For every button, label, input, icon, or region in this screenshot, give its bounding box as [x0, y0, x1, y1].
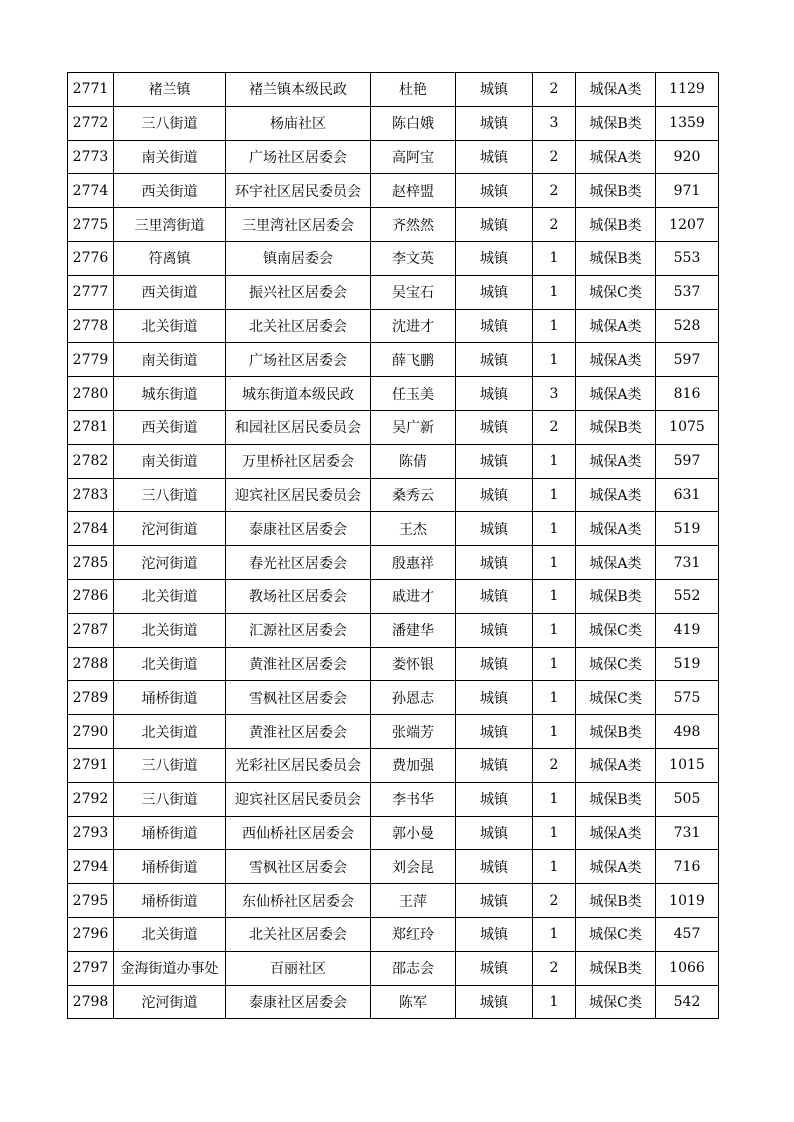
insurance-category-cell: 城保A类 [576, 309, 656, 343]
record-id-cell: 2776 [68, 241, 114, 275]
amount-cell: 971 [656, 174, 719, 208]
community-cell: 三里湾社区居委会 [226, 208, 371, 242]
area-type-cell: 城镇 [456, 478, 533, 512]
household-size-cell: 1 [533, 478, 576, 512]
amount-cell: 457 [656, 917, 719, 951]
street-town-cell: 北关街道 [114, 647, 226, 681]
area-type-cell: 城镇 [456, 410, 533, 444]
record-id-cell: 2793 [68, 816, 114, 850]
community-cell: 万里桥社区居委会 [226, 444, 371, 478]
area-type-cell: 城镇 [456, 512, 533, 546]
table-row [68, 241, 719, 275]
table-row [68, 715, 719, 749]
area-type-cell: 城镇 [456, 917, 533, 951]
household-size-cell: 2 [533, 884, 576, 918]
community-cell: 汇源社区居委会 [226, 613, 371, 647]
amount-cell: 1207 [656, 208, 719, 242]
household-size-cell: 2 [533, 951, 576, 985]
household-size-cell: 1 [533, 241, 576, 275]
area-type-cell: 城镇 [456, 174, 533, 208]
area-type-cell: 城镇 [456, 343, 533, 377]
community-cell: 北关社区居委会 [226, 309, 371, 343]
area-type-cell: 城镇 [456, 850, 533, 884]
community-cell: 雪枫社区居委会 [226, 850, 371, 884]
resident-name-cell: 桑秀云 [371, 478, 456, 512]
insurance-category-cell: 城保C类 [576, 275, 656, 309]
area-type-cell: 城镇 [456, 816, 533, 850]
community-cell: 泰康社区居委会 [226, 985, 371, 1019]
community-cell: 教场社区居委会 [226, 579, 371, 613]
insurance-category-cell: 城保A类 [576, 816, 656, 850]
amount-cell: 597 [656, 343, 719, 377]
street-town-cell: 沱河街道 [114, 546, 226, 580]
area-type-cell: 城镇 [456, 951, 533, 985]
record-id-cell: 2792 [68, 782, 114, 816]
amount-cell: 553 [656, 241, 719, 275]
table-row [68, 478, 719, 512]
area-type-cell: 城镇 [456, 579, 533, 613]
table-row [68, 174, 719, 208]
record-id-cell: 2796 [68, 917, 114, 951]
amount-cell: 505 [656, 782, 719, 816]
amount-cell: 1129 [656, 73, 719, 107]
community-cell: 杨庙社区 [226, 106, 371, 140]
table-row [68, 748, 719, 782]
insurance-category-cell: 城保B类 [576, 884, 656, 918]
amount-cell: 519 [656, 647, 719, 681]
resident-name-cell: 赵梓盟 [371, 174, 456, 208]
record-id-cell: 2790 [68, 715, 114, 749]
household-size-cell: 2 [533, 73, 576, 107]
household-size-cell: 1 [533, 512, 576, 546]
household-size-cell: 1 [533, 850, 576, 884]
community-cell: 光彩社区居民委员会 [226, 748, 371, 782]
street-town-cell: 三八街道 [114, 748, 226, 782]
resident-name-cell: 齐然然 [371, 208, 456, 242]
street-town-cell: 沱河街道 [114, 985, 226, 1019]
insurance-category-cell: 城保B类 [576, 579, 656, 613]
street-town-cell: 北关街道 [114, 715, 226, 749]
amount-cell: 1015 [656, 748, 719, 782]
area-type-cell: 城镇 [456, 208, 533, 242]
street-town-cell: 三八街道 [114, 478, 226, 512]
street-town-cell: 三八街道 [114, 106, 226, 140]
record-id-cell: 2797 [68, 951, 114, 985]
amount-cell: 528 [656, 309, 719, 343]
table-body [68, 73, 719, 1019]
resident-name-cell: 费加强 [371, 748, 456, 782]
table-row [68, 951, 719, 985]
insurance-category-cell: 城保A类 [576, 546, 656, 580]
household-size-cell: 1 [533, 275, 576, 309]
insurance-category-cell: 城保C类 [576, 985, 656, 1019]
household-size-cell: 2 [533, 174, 576, 208]
household-size-cell: 1 [533, 681, 576, 715]
community-cell: 广场社区居委会 [226, 140, 371, 174]
area-type-cell: 城镇 [456, 73, 533, 107]
community-cell: 黄淮社区居委会 [226, 715, 371, 749]
table-row [68, 275, 719, 309]
amount-cell: 542 [656, 985, 719, 1019]
record-id-cell: 2773 [68, 140, 114, 174]
street-town-cell: 三八街道 [114, 782, 226, 816]
community-cell: 镇南居委会 [226, 241, 371, 275]
insurance-category-cell: 城保A类 [576, 73, 656, 107]
community-cell: 广场社区居委会 [226, 343, 371, 377]
household-size-cell: 1 [533, 309, 576, 343]
amount-cell: 716 [656, 850, 719, 884]
insurance-category-cell: 城保B类 [576, 106, 656, 140]
area-type-cell: 城镇 [456, 647, 533, 681]
household-size-cell: 1 [533, 782, 576, 816]
record-id-cell: 2788 [68, 647, 114, 681]
record-id-cell: 2780 [68, 377, 114, 411]
street-town-cell: 北关街道 [114, 579, 226, 613]
amount-cell: 1066 [656, 951, 719, 985]
community-cell: 东仙桥社区居委会 [226, 884, 371, 918]
insurance-category-cell: 城保C类 [576, 647, 656, 681]
street-town-cell: 西关街道 [114, 174, 226, 208]
resident-name-cell: 陈倩 [371, 444, 456, 478]
amount-cell: 631 [656, 478, 719, 512]
resident-name-cell: 孙恩志 [371, 681, 456, 715]
area-type-cell: 城镇 [456, 613, 533, 647]
household-size-cell: 1 [533, 546, 576, 580]
table-row [68, 681, 719, 715]
area-type-cell: 城镇 [456, 140, 533, 174]
table-row [68, 917, 719, 951]
resident-name-cell: 高阿宝 [371, 140, 456, 174]
community-cell: 百丽社区 [226, 951, 371, 985]
amount-cell: 498 [656, 715, 719, 749]
resident-name-cell: 陈军 [371, 985, 456, 1019]
record-id-cell: 2771 [68, 73, 114, 107]
street-town-cell: 埇桥街道 [114, 681, 226, 715]
table-row [68, 309, 719, 343]
street-town-cell: 西关街道 [114, 410, 226, 444]
table-row [68, 613, 719, 647]
household-size-cell: 2 [533, 410, 576, 444]
record-id-cell: 2774 [68, 174, 114, 208]
area-type-cell: 城镇 [456, 106, 533, 140]
resident-name-cell: 刘会昆 [371, 850, 456, 884]
household-size-cell: 1 [533, 444, 576, 478]
record-id-cell: 2778 [68, 309, 114, 343]
amount-cell: 920 [656, 140, 719, 174]
record-id-cell: 2779 [68, 343, 114, 377]
record-id-cell: 2791 [68, 748, 114, 782]
community-cell: 城东街道本级民政 [226, 377, 371, 411]
area-type-cell: 城镇 [456, 444, 533, 478]
record-id-cell: 2784 [68, 512, 114, 546]
resident-name-cell: 郭小曼 [371, 816, 456, 850]
insurance-category-cell: 城保A类 [576, 343, 656, 377]
insurance-category-cell: 城保A类 [576, 140, 656, 174]
amount-cell: 537 [656, 275, 719, 309]
insurance-category-cell: 城保A类 [576, 377, 656, 411]
community-cell: 泰康社区居委会 [226, 512, 371, 546]
record-id-cell: 2777 [68, 275, 114, 309]
area-type-cell: 城镇 [456, 377, 533, 411]
insurance-category-cell: 城保C类 [576, 681, 656, 715]
street-town-cell: 北关街道 [114, 613, 226, 647]
area-type-cell: 城镇 [456, 275, 533, 309]
amount-cell: 597 [656, 444, 719, 478]
record-id-cell: 2789 [68, 681, 114, 715]
household-size-cell: 1 [533, 343, 576, 377]
resident-name-cell: 戚进才 [371, 579, 456, 613]
amount-cell: 1019 [656, 884, 719, 918]
record-id-cell: 2775 [68, 208, 114, 242]
community-cell: 北关社区居委会 [226, 917, 371, 951]
resident-name-cell: 邵志会 [371, 951, 456, 985]
table-row [68, 850, 719, 884]
street-town-cell: 埇桥街道 [114, 850, 226, 884]
insurance-category-cell: 城保A类 [576, 748, 656, 782]
street-town-cell: 城东街道 [114, 377, 226, 411]
amount-cell: 731 [656, 816, 719, 850]
area-type-cell: 城镇 [456, 681, 533, 715]
street-town-cell: 北关街道 [114, 309, 226, 343]
insurance-category-cell: 城保B类 [576, 208, 656, 242]
amount-cell: 575 [656, 681, 719, 715]
community-cell: 雪枫社区居委会 [226, 681, 371, 715]
area-type-cell: 城镇 [456, 884, 533, 918]
community-cell: 黄淮社区居委会 [226, 647, 371, 681]
amount-cell: 816 [656, 377, 719, 411]
area-type-cell: 城镇 [456, 241, 533, 275]
household-size-cell: 1 [533, 715, 576, 749]
resident-name-cell: 吴广新 [371, 410, 456, 444]
area-type-cell: 城镇 [456, 985, 533, 1019]
household-size-cell: 1 [533, 917, 576, 951]
amount-cell: 1359 [656, 106, 719, 140]
resident-name-cell: 杜艳 [371, 73, 456, 107]
table-row [68, 343, 719, 377]
table-row [68, 444, 719, 478]
amount-cell: 1075 [656, 410, 719, 444]
resident-name-cell: 郑红玲 [371, 917, 456, 951]
community-cell: 西仙桥社区居委会 [226, 816, 371, 850]
resident-name-cell: 陈白娥 [371, 106, 456, 140]
insurance-category-cell: 城保B类 [576, 174, 656, 208]
insurance-category-cell: 城保C类 [576, 917, 656, 951]
community-cell: 和园社区居民委员会 [226, 410, 371, 444]
table-row [68, 782, 719, 816]
table-row [68, 377, 719, 411]
table-row [68, 816, 719, 850]
household-size-cell: 1 [533, 647, 576, 681]
insurance-category-cell: 城保B类 [576, 951, 656, 985]
insurance-category-cell: 城保C类 [576, 613, 656, 647]
resident-name-cell: 张端芳 [371, 715, 456, 749]
amount-cell: 419 [656, 613, 719, 647]
household-size-cell: 2 [533, 748, 576, 782]
table-row [68, 884, 719, 918]
resident-name-cell: 任玉美 [371, 377, 456, 411]
insurance-category-cell: 城保A类 [576, 512, 656, 546]
street-town-cell: 褚兰镇 [114, 73, 226, 107]
table-row [68, 410, 719, 444]
insurance-category-cell: 城保B类 [576, 241, 656, 275]
street-town-cell: 北关街道 [114, 917, 226, 951]
insurance-category-cell: 城保B类 [576, 715, 656, 749]
area-type-cell: 城镇 [456, 715, 533, 749]
record-id-cell: 2781 [68, 410, 114, 444]
street-town-cell: 沱河街道 [114, 512, 226, 546]
table-row [68, 647, 719, 681]
street-town-cell: 金海街道办事处 [114, 951, 226, 985]
street-town-cell: 南关街道 [114, 343, 226, 377]
amount-cell: 731 [656, 546, 719, 580]
household-size-cell: 1 [533, 579, 576, 613]
household-size-cell: 2 [533, 208, 576, 242]
record-id-cell: 2787 [68, 613, 114, 647]
street-town-cell: 埇桥街道 [114, 816, 226, 850]
street-town-cell: 埇桥街道 [114, 884, 226, 918]
resident-name-cell: 沈进才 [371, 309, 456, 343]
resident-name-cell: 王萍 [371, 884, 456, 918]
area-type-cell: 城镇 [456, 748, 533, 782]
amount-cell: 552 [656, 579, 719, 613]
household-size-cell: 1 [533, 613, 576, 647]
resident-name-cell: 薛飞鹏 [371, 343, 456, 377]
community-cell: 褚兰镇本级民政 [226, 73, 371, 107]
records-table [67, 72, 719, 1019]
table-row [68, 73, 719, 107]
street-town-cell: 南关街道 [114, 444, 226, 478]
area-type-cell: 城镇 [456, 309, 533, 343]
record-id-cell: 2783 [68, 478, 114, 512]
record-id-cell: 2785 [68, 546, 114, 580]
record-id-cell: 2795 [68, 884, 114, 918]
record-id-cell: 2772 [68, 106, 114, 140]
table-row [68, 512, 719, 546]
community-cell: 迎宾社区居民委员会 [226, 782, 371, 816]
record-id-cell: 2794 [68, 850, 114, 884]
street-town-cell: 西关街道 [114, 275, 226, 309]
insurance-category-cell: 城保A类 [576, 444, 656, 478]
street-town-cell: 南关街道 [114, 140, 226, 174]
insurance-category-cell: 城保A类 [576, 850, 656, 884]
community-cell: 环宇社区居民委员会 [226, 174, 371, 208]
community-cell: 春光社区居委会 [226, 546, 371, 580]
resident-name-cell: 殷惠祥 [371, 546, 456, 580]
record-id-cell: 2798 [68, 985, 114, 1019]
community-cell: 振兴社区居委会 [226, 275, 371, 309]
resident-name-cell: 李文英 [371, 241, 456, 275]
street-town-cell: 符离镇 [114, 241, 226, 275]
resident-name-cell: 李书华 [371, 782, 456, 816]
table-row [68, 546, 719, 580]
resident-name-cell: 娄怀银 [371, 647, 456, 681]
household-size-cell: 3 [533, 106, 576, 140]
insurance-category-cell: 城保B类 [576, 782, 656, 816]
street-town-cell: 三里湾街道 [114, 208, 226, 242]
area-type-cell: 城镇 [456, 546, 533, 580]
insurance-category-cell: 城保A类 [576, 478, 656, 512]
resident-name-cell: 潘建华 [371, 613, 456, 647]
table-row [68, 140, 719, 174]
household-size-cell: 1 [533, 816, 576, 850]
area-type-cell: 城镇 [456, 782, 533, 816]
table-row [68, 208, 719, 242]
insurance-category-cell: 城保B类 [576, 410, 656, 444]
table-row [68, 985, 719, 1019]
resident-name-cell: 吴宝石 [371, 275, 456, 309]
community-cell: 迎宾社区居民委员会 [226, 478, 371, 512]
resident-name-cell: 王杰 [371, 512, 456, 546]
amount-cell: 519 [656, 512, 719, 546]
household-size-cell: 2 [533, 140, 576, 174]
record-id-cell: 2786 [68, 579, 114, 613]
household-size-cell: 1 [533, 985, 576, 1019]
table-row [68, 106, 719, 140]
household-size-cell: 3 [533, 377, 576, 411]
record-id-cell: 2782 [68, 444, 114, 478]
table-row [68, 579, 719, 613]
